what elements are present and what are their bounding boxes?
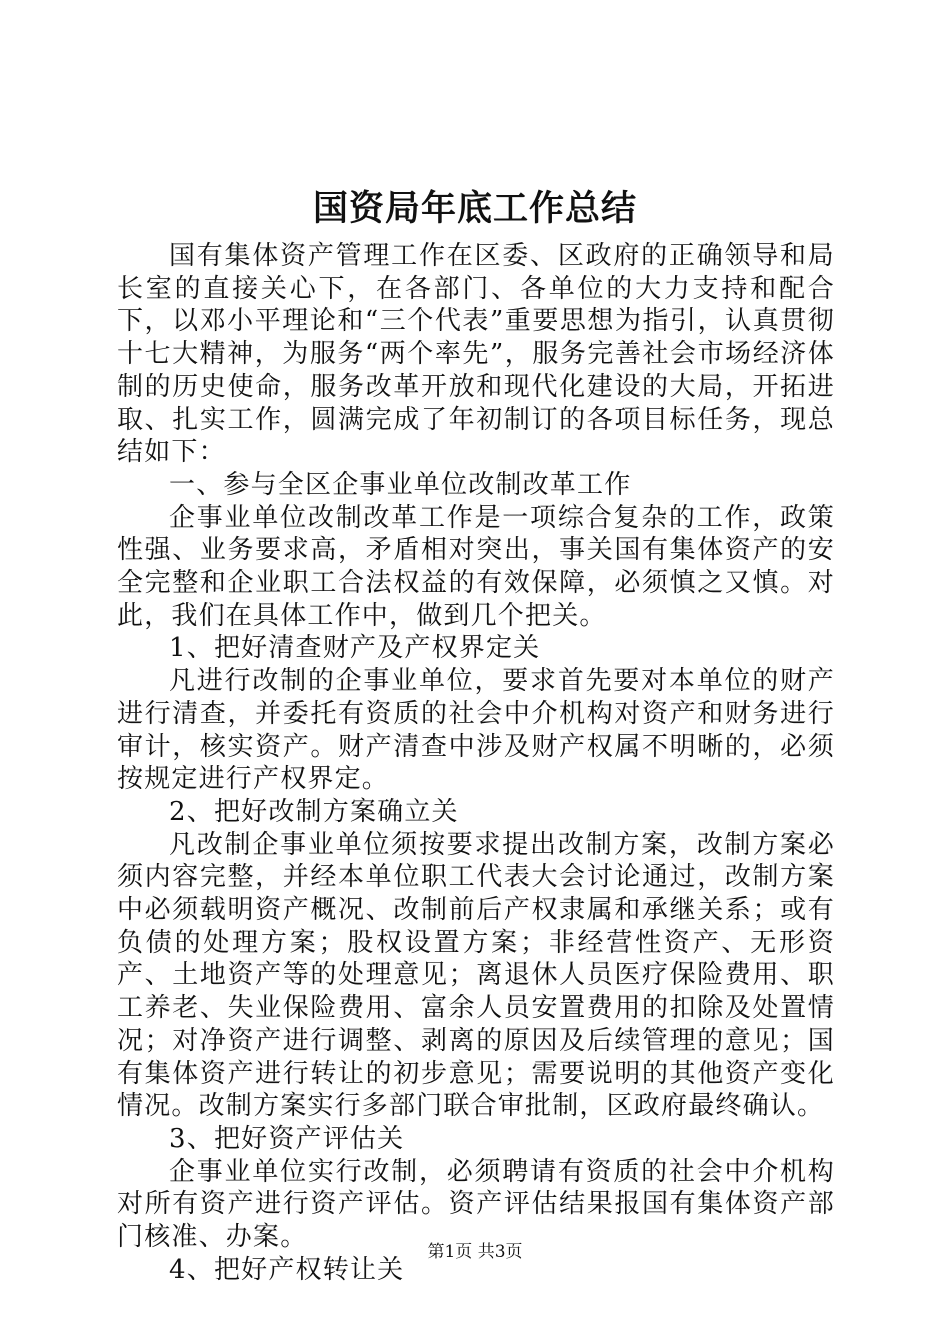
- paragraph-subsection-1: 凡进行改制的企事业单位，要求首先要对本单位的财产进行清查，并委托有资质的社会中介机构对资产和财务进行审计，核实资产。财产清查中涉及财产权属不明晰的，必须按规定进行产权界定。: [117, 666, 835, 795]
- subheading-1: 1、把好清查财产及产权界定关: [169, 633, 541, 664]
- paragraph-subsection-2: 凡改制企事业单位须按要求提出改制方案，改制方案必须内容完整，并经本单位职工代表大会讨论通过，改制方案中必须载明资产概况、改制前后产权隶属和承继关系；或有负债的处理方案；股权设置方案；非经营性资产、无形资产、土地资产等的处理意见；离退休人员医疗保险费用、职工养老、失业保险费用、富余人员安置费用的扣除及处置情况；对净资产进行调整、剥离的原因及后续管理的意见；国有集体资产进行转让的初步意见；需要说明的其他资产变化情况。改制方案实行多部门联合审批制，区政府最终确认。: [117, 829, 835, 1122]
- page-footer: 第1页 共3页: [427, 1242, 523, 1262]
- document-body: [117, 240, 835, 1287]
- paragraph-intro: 国有集体资产管理工作在区委、区政府的正确领导和局长室的直接关心下，在各部门、各单位的大力支持和配合下，以邓小平理论和“三个代表”重要思想为指引，认真贯彻十七大精神，为服务“两个率先”，服务完善社会市场经济体制的历史使命，服务改革开放和现代化建设的大局，开拓进取、扎实工作，圆满完成了年初制订的各项目标任务，现总结如下：: [117, 241, 835, 468]
- subheading-4: 4、把好产权转让关: [169, 1254, 405, 1285]
- section-heading-1: 一、参与全区企事业单位改制改革工作: [169, 469, 632, 500]
- paragraph-subsection-3: 企事业单位实行改制，必须聘请有资质的社会中介机构对所有资产进行资产评估。资产评估结果报国有集体资产部门核准、办案。: [117, 1156, 835, 1253]
- subheading-2: 2、把好改制方案确立关: [169, 796, 459, 827]
- paragraph-section-1: 企事业单位改制改革工作是一项综合复杂的工作，政策性强、业务要求高，矛盾相对突出，事关国有集体资产的安全完整和企业职工合法权益的有效保障，必须慎之又慎。对此，我们在具体工作中，做到几个把关。: [117, 502, 835, 631]
- subheading-3: 3、把好资产评估关: [169, 1123, 405, 1154]
- document-title: 国资局年底工作总结: [312, 188, 637, 229]
